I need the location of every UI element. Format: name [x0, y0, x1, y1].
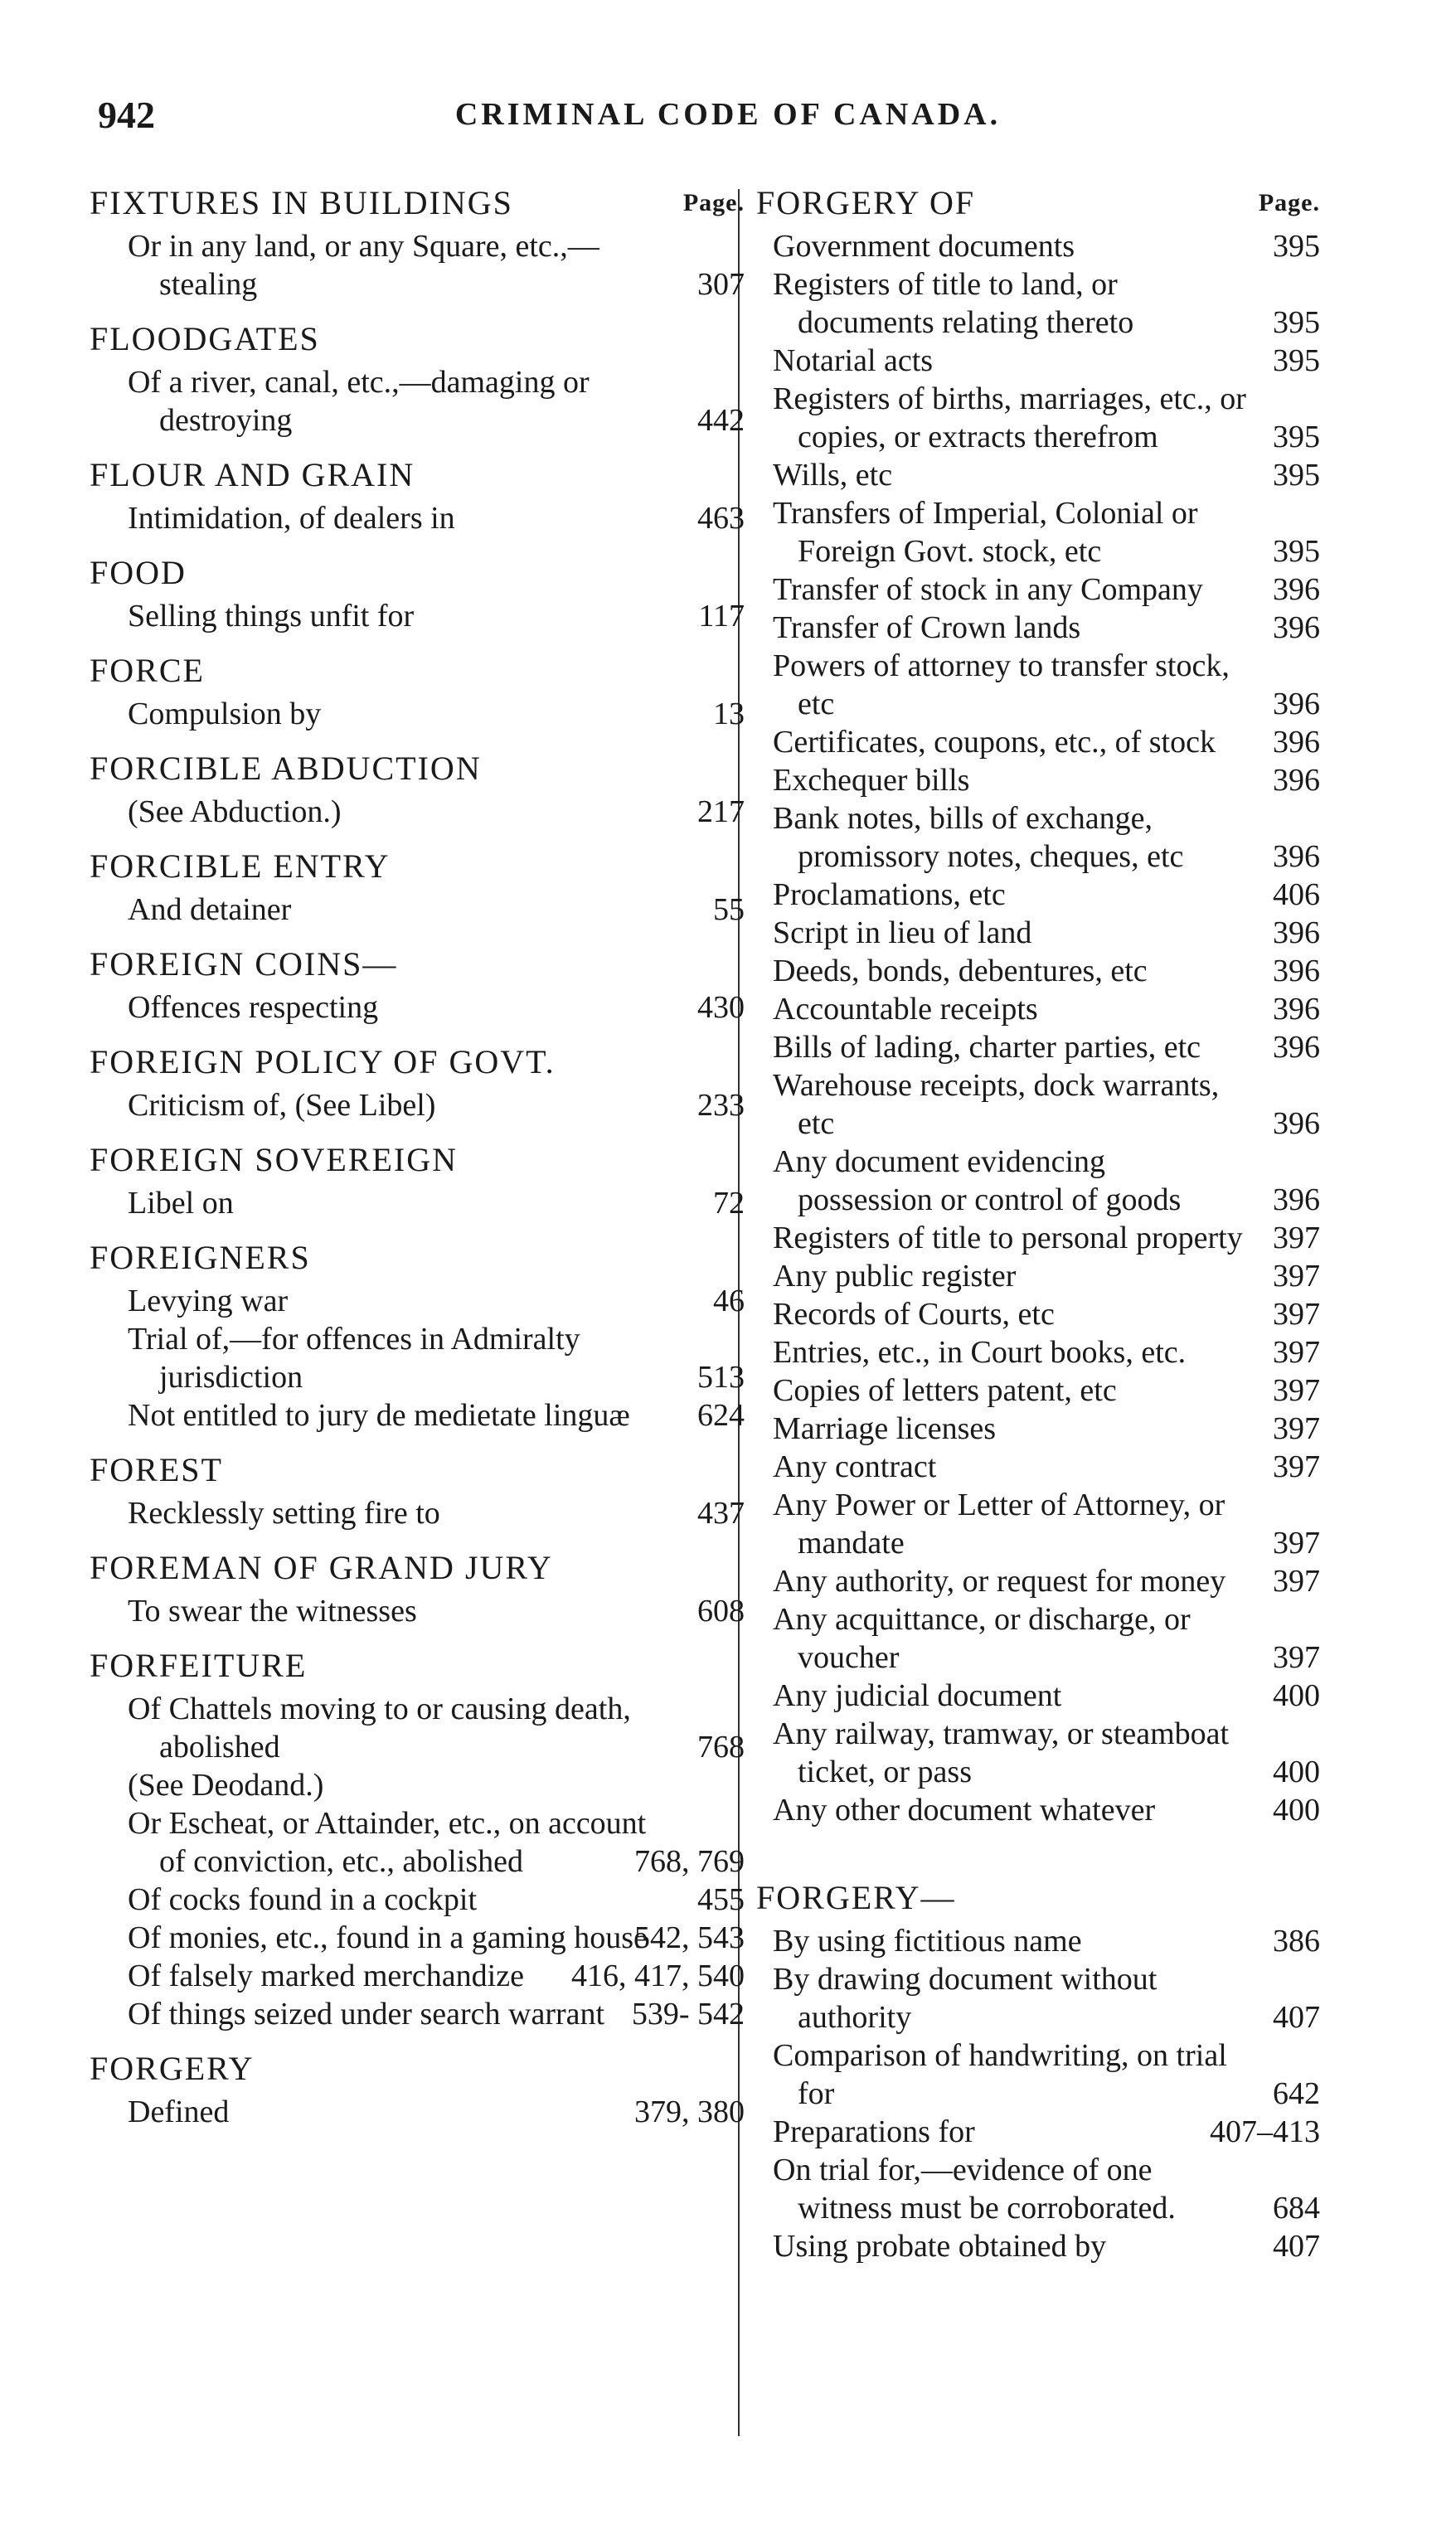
index-heading-text: FLOODGATES: [90, 320, 320, 357]
index-entry: [90, 227, 745, 303]
index-entry: [756, 1028, 1320, 1066]
index-entry: [90, 1766, 745, 1804]
entry-text: Transfer of Crown lands: [773, 610, 1081, 645]
index-entry: [90, 1690, 745, 1766]
index-heading: [90, 1647, 745, 1685]
index-entry: [756, 342, 1320, 380]
entry-text: Records of Courts, etc: [773, 1297, 1055, 1332]
entry-page-number: 396: [1273, 954, 1320, 988]
index-heading: [90, 1043, 745, 1081]
entry-page-number: 397: [1273, 1373, 1320, 1408]
index-entry: [756, 609, 1320, 647]
index-heading-text: FORCIBLE ABDUCTION: [90, 750, 482, 787]
entry-page-number: 46: [713, 1284, 745, 1318]
entry-text: By using fictitious name: [773, 1924, 1082, 1959]
entry-page-number: 608: [697, 1594, 745, 1629]
entry-page-number: 513: [697, 1360, 745, 1395]
entry-page-number: 397: [1273, 1526, 1320, 1561]
index-entry: [756, 380, 1320, 456]
entry-text: Levying war: [128, 1284, 289, 1318]
index-entry: [756, 761, 1320, 799]
entry-page-number: 395: [1273, 343, 1320, 378]
entry-text: Notarial acts: [773, 343, 934, 378]
entry-text: Any judicial document: [773, 1678, 1062, 1713]
entry-text: Any other document whatever: [773, 1793, 1156, 1828]
index-entry: [756, 876, 1320, 914]
entry-text: Criticism of, (See Libel): [128, 1088, 436, 1123]
entry-text: Accountable receipts: [773, 992, 1038, 1027]
index-heading-text: FIXTURES IN BUILDINGS: [90, 184, 513, 221]
entry-text: Of cocks found in a cockpit: [128, 1882, 478, 1917]
entry-page-number: 684: [1273, 2191, 1320, 2226]
entry-text: Any Power or Letter of Attorney, or mandate: [773, 1488, 1225, 1561]
index-heading: [90, 320, 745, 358]
index-entry: [756, 1922, 1320, 1960]
entry-text: Bills of lading, charter parties, etc: [773, 1030, 1201, 1065]
entry-text: Using probate obtained by: [773, 2229, 1107, 2264]
entry-text: Any authority, or request for money: [773, 1564, 1226, 1599]
index-heading-text: FOREIGN COINS—: [90, 945, 398, 983]
entry-text: Marriage licenses: [773, 1411, 997, 1446]
entry-page-number: 642: [1273, 2076, 1320, 2111]
index-entry: [90, 891, 745, 929]
index-entry: [756, 1562, 1320, 1600]
page-number: 942: [98, 94, 155, 136]
entry-page-number: 407: [1273, 2000, 1320, 2035]
page-column-label: Page.: [682, 189, 745, 216]
entry-page-number: 430: [697, 990, 745, 1025]
index-heading: [90, 554, 745, 592]
entry-page-number: 542, 543: [634, 1920, 745, 1955]
entry-text: By drawing document without authority: [773, 1962, 1158, 2035]
entry-text: Warehouse receipts, dock warrants, etc: [773, 1068, 1220, 1141]
index-entry: [756, 227, 1320, 265]
entry-text: Compulsion by: [128, 697, 322, 731]
entry-page-number: 437: [697, 1496, 745, 1531]
entry-page-number: 400: [1273, 1793, 1320, 1828]
entry-text: Defined: [128, 2095, 230, 2129]
entry-page-number: 396: [1273, 725, 1320, 760]
entry-text: Selling things unfit for: [128, 599, 415, 633]
index-heading: [90, 1451, 745, 1489]
index-entry: [756, 647, 1320, 723]
entry-text: Preparations for: [773, 2114, 975, 2149]
index-entry: [756, 914, 1320, 952]
page-column-label: Page.: [1258, 189, 1320, 216]
entry-page-number: 396: [1273, 1106, 1320, 1141]
index-entry: [756, 990, 1320, 1028]
index-entry: [756, 456, 1320, 494]
entry-text: Bank notes, bills of exchange, promissory notes, cheques, etc: [773, 801, 1184, 874]
entry-page-number: 72: [713, 1186, 745, 1221]
entry-page-number: 396: [1273, 1182, 1320, 1217]
index-entry: [756, 2227, 1320, 2265]
entry-text: Proclamations, etc: [773, 877, 1006, 912]
index-entry: [756, 570, 1320, 609]
index-entry: [90, 363, 745, 439]
index-entry: [90, 1881, 745, 1919]
entry-page-number: 397: [1273, 1449, 1320, 1484]
entry-page-number: 407–413: [1210, 2114, 1320, 2149]
entry-page-number: 217: [697, 794, 745, 829]
index-entry: [756, 1715, 1320, 1791]
entry-text: On trial for,—evidence of one witness must be corroborated.: [773, 2153, 1176, 2226]
entry-page-number: 397: [1273, 1221, 1320, 1255]
entry-page-number: 396: [1273, 763, 1320, 798]
entry-page-number: 395: [1273, 229, 1320, 264]
index-heading: [90, 1239, 745, 1277]
entry-page-number: 406: [1273, 877, 1320, 912]
index-entry: [90, 1396, 745, 1434]
entry-text: Of things seized under search warrant: [128, 1997, 605, 2031]
entry-text: (See Abduction.): [128, 794, 342, 829]
index-entry: [90, 1995, 745, 2033]
entry-text: Exchequer bills: [773, 763, 970, 798]
entry-page-number: 397: [1273, 1564, 1320, 1599]
index-heading: [90, 1549, 745, 1587]
index-heading-text: FOREMAN OF GRAND JURY: [90, 1549, 553, 1586]
index-entry: [90, 2093, 745, 2131]
entry-text: Intimidation, of dealers in: [128, 501, 455, 536]
entry-page-number: 379, 380: [634, 2095, 745, 2129]
index-entry: [90, 695, 745, 733]
entry-text: Any acquittance, or discharge, or voucher: [773, 1602, 1191, 1675]
index-heading-text: FORGERY OF: [756, 184, 976, 221]
index-entry: [90, 988, 745, 1027]
index-entry: [90, 499, 745, 537]
entry-text: Certificates, coupons, etc., of stock: [773, 725, 1216, 760]
index-entry: [756, 1066, 1320, 1143]
index-entry: [756, 1600, 1320, 1677]
index-heading: [90, 1141, 745, 1179]
entry-text: Registers of title to land, or documents relating thereto: [773, 267, 1134, 340]
index-entry: [90, 1320, 745, 1396]
entry-page-number: 397: [1273, 1259, 1320, 1294]
index-entry: [756, 2113, 1320, 2151]
entry-page-number: 400: [1273, 1678, 1320, 1713]
entry-text: Of falsely marked merchandize: [128, 1959, 524, 1993]
index-entry: [756, 1677, 1320, 1715]
page-header: [0, 93, 1456, 143]
index-entry: [756, 265, 1320, 342]
index-entry: [90, 597, 745, 635]
index-heading-text: FOREIGNERS: [90, 1239, 311, 1276]
index-entry: [90, 1919, 745, 1957]
entry-text: Any railway, tramway, or steamboat ticket, or pass: [773, 1716, 1230, 1789]
entry-text: Recklessly setting fire to: [128, 1496, 440, 1531]
running-title: CRIMINAL CODE OF CANADA.: [454, 97, 1002, 132]
entry-page-number: 455: [697, 1882, 745, 1917]
index-entry: [90, 1494, 745, 1532]
index-heading-text: FORFEITURE: [90, 1647, 308, 1684]
entry-page-number: 442: [697, 403, 745, 438]
entry-page-number: 395: [1273, 534, 1320, 569]
index-heading: [90, 945, 745, 983]
index-heading-text: FOREIGN POLICY OF GOVT.: [90, 1043, 556, 1080]
index-heading: [756, 184, 1320, 222]
index-entry: [756, 1960, 1320, 2036]
left-column: [90, 184, 745, 2439]
entry-text: Any public register: [773, 1259, 1017, 1294]
entry-page-number: 624: [697, 1398, 745, 1433]
entry-text: Transfers of Imperial, Colonial or Foreign Govt. stock, etc: [773, 496, 1198, 569]
entry-page-number: 396: [1273, 992, 1320, 1027]
index-entry: [756, 1486, 1320, 1562]
entry-text: Or in any land, or any Square, etc.,—stealing: [128, 229, 599, 302]
entry-text: Of a river, canal, etc.,—damaging or destroying: [128, 365, 590, 438]
entry-page-number: 397: [1273, 1411, 1320, 1446]
entry-text: Comparison of handwriting, on trial for: [773, 2038, 1227, 2111]
entry-page-number: 397: [1273, 1335, 1320, 1370]
entry-page-number: 397: [1273, 1640, 1320, 1675]
index-entry: [90, 793, 745, 831]
index-entry: [756, 1219, 1320, 1257]
entry-text: (See Deodand.): [128, 1768, 324, 1803]
index-heading-text: FLOUR AND GRAIN: [90, 456, 415, 493]
entry-text: Registers of title to personal property: [773, 1221, 1243, 1255]
right-column: [756, 184, 1320, 2439]
entry-page-number: 539- 542: [631, 1997, 745, 2031]
entry-text: Government documents: [773, 229, 1075, 264]
index-heading-text: FOREIGN SOVEREIGN: [90, 1141, 458, 1178]
index-entry: [756, 494, 1320, 570]
entry-page-number: 768, 769: [634, 1844, 745, 1879]
entry-text: Registers of births, marriages, etc., or copies, or extracts therefrom: [773, 381, 1246, 454]
entry-text: Entries, etc., in Court books, etc.: [773, 1335, 1187, 1370]
index-heading: [90, 2050, 745, 2088]
index-heading-text: FOREST: [90, 1451, 223, 1488]
entry-page-number: 396: [1273, 572, 1320, 607]
entry-text: Powers of attorney to transfer stock, etc: [773, 648, 1230, 721]
index-entry: [756, 952, 1320, 990]
entry-text: Wills, etc: [773, 458, 893, 493]
entry-text: Of Chattels moving to or causing death, abolished: [128, 1692, 631, 1764]
entry-page-number: 233: [697, 1088, 745, 1123]
index-entry: [90, 1086, 745, 1124]
index-entry: [756, 1295, 1320, 1333]
index-entry: [756, 2151, 1320, 2227]
entry-text: Libel on: [128, 1186, 234, 1221]
entry-text: Any document evidencing possession or control of goods: [773, 1144, 1182, 1217]
spacer: [756, 1829, 1320, 1862]
entry-text: Deeds, bonds, debentures, etc: [773, 954, 1148, 988]
index-entry: [90, 1592, 745, 1630]
index-entry: [756, 1448, 1320, 1486]
index-heading-text: FORCE: [90, 652, 205, 689]
index-entry: [756, 1410, 1320, 1448]
entry-page-number: 395: [1273, 458, 1320, 493]
entry-page-number: 397: [1273, 1297, 1320, 1332]
entry-text: Or Escheat, or Attainder, etc., on account of conviction, etc., abolished: [128, 1806, 647, 1879]
index-entry: [90, 1282, 745, 1320]
entry-text: Trial of,—for offences in Admiralty jurisdiction: [128, 1322, 580, 1395]
entry-text: And detainer: [128, 892, 292, 927]
entry-page-number: 307: [697, 267, 745, 302]
entry-text: Offences respecting: [128, 990, 379, 1025]
index-heading: [90, 750, 745, 788]
entry-text: Of monies, etc., found in a gaming house: [128, 1920, 648, 1955]
entry-page-number: 386: [1273, 1924, 1320, 1959]
entry-page-number: 407: [1273, 2229, 1320, 2264]
index-entry: [90, 1184, 745, 1222]
entry-page-number: 400: [1273, 1755, 1320, 1789]
entry-page-number: 463: [697, 501, 745, 536]
entry-page-number: 117: [698, 599, 745, 633]
entry-page-number: 416, 417, 540: [571, 1959, 745, 1993]
index-heading: [90, 456, 745, 494]
entry-text: Not entitled to jury de medietate linguæ: [128, 1398, 630, 1433]
entry-page-number: 13: [713, 697, 745, 731]
entry-page-number: 55: [713, 892, 745, 927]
index-entry: [756, 1371, 1320, 1410]
entry-page-number: 396: [1273, 687, 1320, 721]
entry-page-number: 396: [1273, 915, 1320, 950]
index-entry: [756, 2036, 1320, 2113]
entry-text: Any contract: [773, 1449, 937, 1484]
entry-page-number: 396: [1273, 1030, 1320, 1065]
entry-page-number: 395: [1273, 420, 1320, 454]
entry-text: Copies of letters patent, etc: [773, 1373, 1117, 1408]
entry-text: Script in lieu of land: [773, 915, 1032, 950]
index-heading-text: FORGERY—: [756, 1879, 956, 1916]
index-entry: [756, 799, 1320, 876]
index-heading: [90, 652, 745, 690]
entry-page-number: 396: [1273, 839, 1320, 874]
entry-page-number: 768: [697, 1730, 745, 1764]
index-heading-text: FOOD: [90, 554, 187, 591]
entry-text: To swear the witnesses: [128, 1594, 417, 1629]
index-entry: [756, 1333, 1320, 1371]
index-entry: [756, 723, 1320, 761]
index-entry: [756, 1257, 1320, 1295]
index-entry: [756, 1791, 1320, 1829]
entry-page-number: 395: [1273, 305, 1320, 340]
index-heading-text: FORGERY: [90, 2050, 255, 2087]
index-heading-text: FORCIBLE ENTRY: [90, 847, 391, 885]
index-heading: [90, 184, 745, 222]
entry-text: Transfer of stock in any Company: [773, 572, 1203, 607]
index-entry: [756, 1143, 1320, 1219]
index-entry: [90, 1804, 745, 1881]
index-heading: [756, 1879, 1320, 1917]
index-heading: [90, 847, 745, 886]
entry-page-number: 396: [1273, 610, 1320, 645]
index-entry: [90, 1957, 745, 1995]
